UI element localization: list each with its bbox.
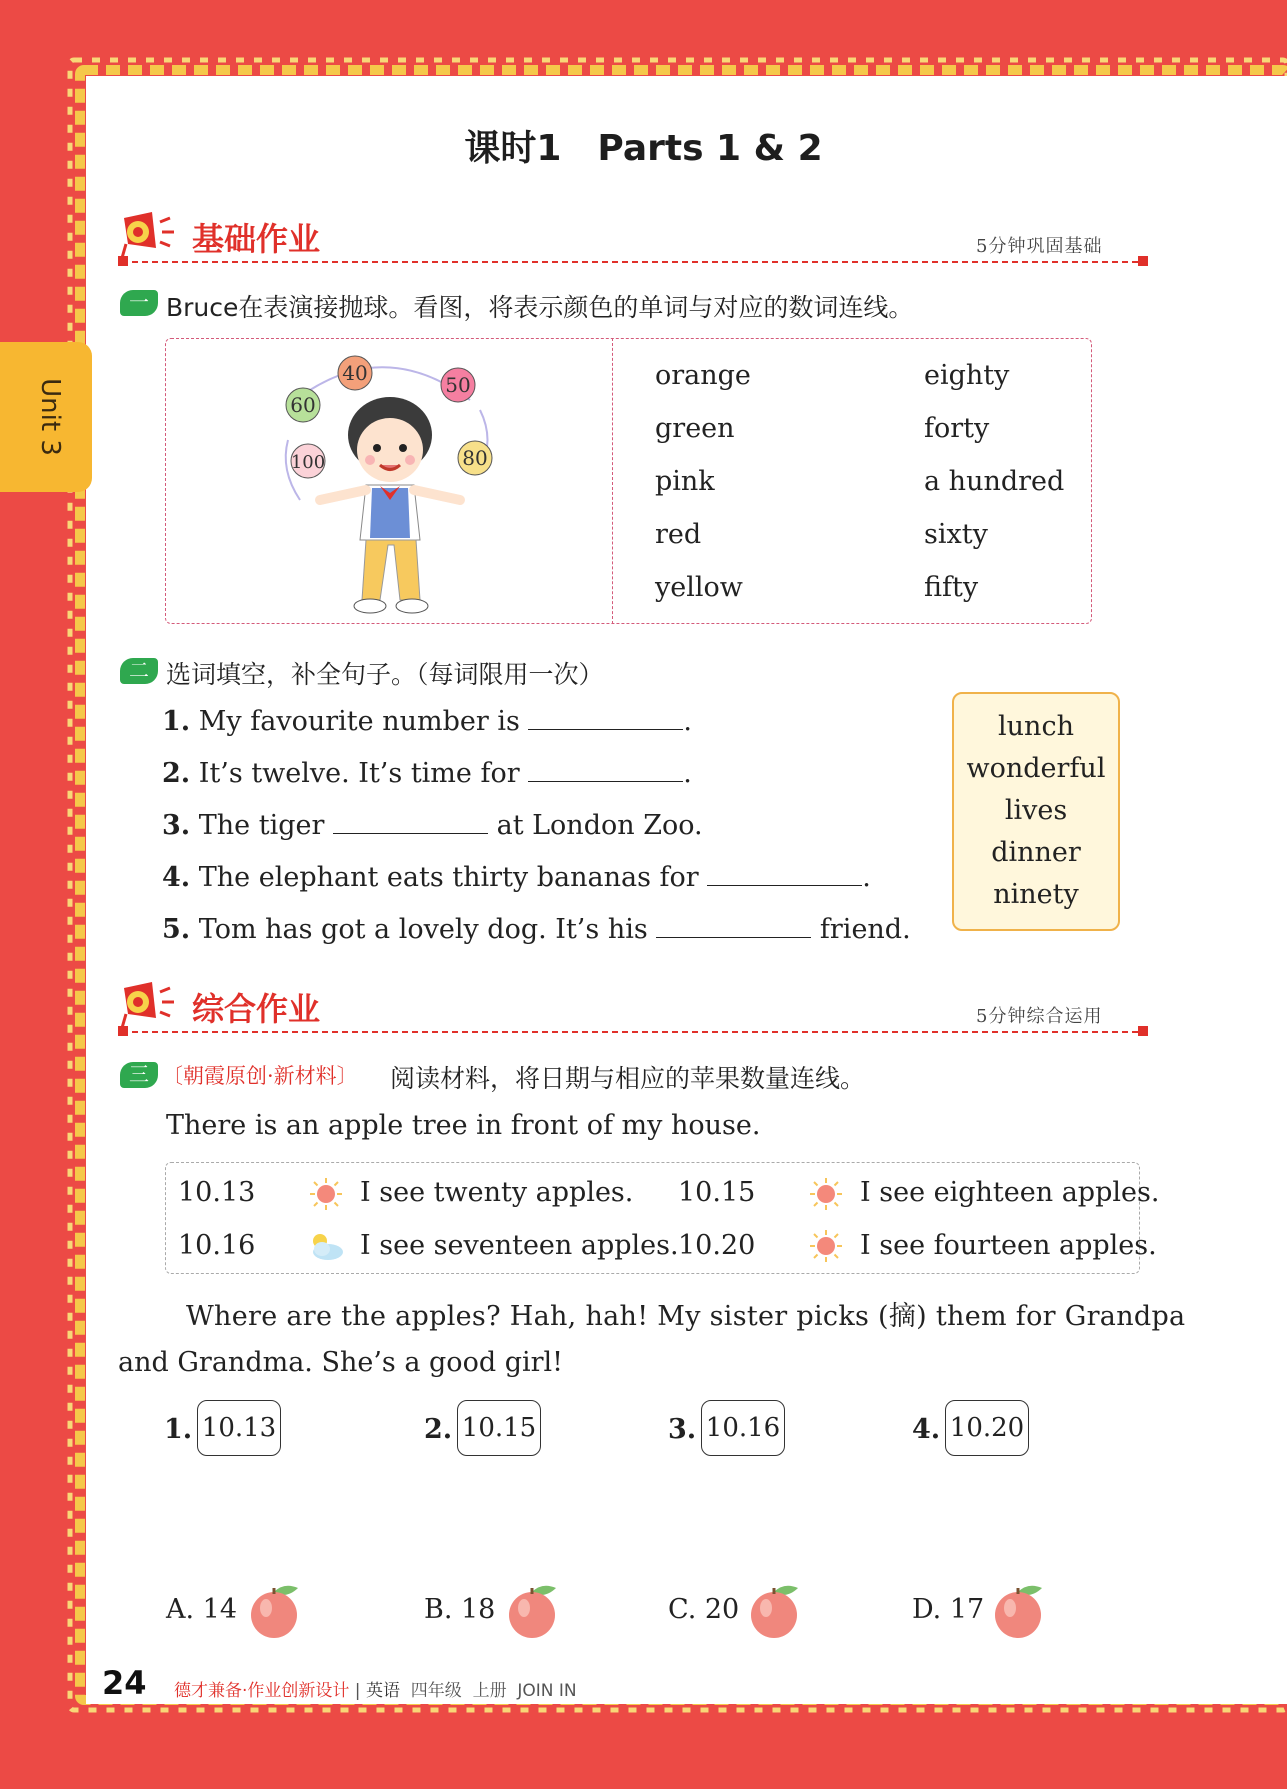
- diary-date: 10.13: [178, 1177, 256, 1208]
- word-bank: [952, 692, 1120, 931]
- answer-blank[interactable]: [528, 759, 683, 782]
- ball-label: 100: [290, 452, 326, 473]
- number-word: eighty: [924, 360, 1010, 391]
- diary-text: I see eighteen apples.: [860, 1177, 1160, 1208]
- color-word: green: [655, 413, 735, 444]
- question-3-source: 〔朝霞原创·新材料〕: [162, 1064, 358, 1088]
- apple-icon: [244, 1580, 306, 1640]
- ball-label: 50: [445, 373, 471, 397]
- section-note-comprehensive: 5分钟综合运用: [976, 1006, 1103, 1027]
- color-word: orange: [655, 360, 751, 391]
- date-box[interactable]: 10.20: [945, 1400, 1029, 1456]
- apple-icon: [502, 1580, 564, 1640]
- number-word: forty: [924, 413, 990, 444]
- answer-option[interactable]: D. 17: [912, 1594, 985, 1625]
- word-bank-item: wonderful: [966, 753, 1106, 784]
- diary-date: 10.20: [678, 1230, 756, 1261]
- passage-intro: There is an apple tree in front of my house.: [166, 1110, 761, 1141]
- answer-option[interactable]: A. 14: [166, 1594, 238, 1625]
- ball-label: 60: [290, 393, 316, 417]
- question-2-instruction: 选词填空，补全句子。（每词限用一次）: [166, 660, 604, 689]
- question-badge-2: 二: [120, 658, 158, 684]
- section-note-basic: 5分钟巩固基础: [976, 236, 1103, 257]
- sun-icon: [308, 1176, 344, 1212]
- answer-blank[interactable]: [707, 863, 862, 886]
- word-bank-item: ninety: [993, 879, 1079, 910]
- date-box[interactable]: 10.16: [701, 1400, 785, 1456]
- section-divider: [122, 261, 1148, 263]
- answer-blank[interactable]: [656, 915, 811, 938]
- divider-end: [1138, 1026, 1148, 1036]
- section-heading-basic: 基础作业: [192, 220, 321, 258]
- fill-sentence-1: 1. My favourite number is .: [162, 706, 693, 737]
- megaphone-icon: [116, 208, 178, 260]
- question-badge-3: 三: [120, 1062, 158, 1088]
- fill-sentence-4: 4. The elephant eats thirty bananas for .: [162, 862, 871, 893]
- diary-date: 10.16: [178, 1230, 256, 1261]
- color-word: pink: [655, 466, 715, 497]
- divider-end: [118, 1026, 128, 1036]
- page-number: 24: [102, 1664, 147, 1702]
- section-heading-comprehensive: 综合作业: [192, 990, 321, 1028]
- sun-icon: [808, 1228, 844, 1264]
- fill-sentence-3: 3. The tiger at London Zoo.: [162, 810, 703, 841]
- fill-sentence-5: 5. Tom has got a lovely dog. It’s his friend.: [162, 914, 911, 945]
- answer-blank[interactable]: [333, 811, 488, 834]
- megaphone-icon: [116, 978, 178, 1030]
- answer-blank[interactable]: [528, 707, 683, 730]
- color-word: red: [655, 519, 702, 550]
- ball-label: 80: [462, 446, 488, 470]
- date-box[interactable]: 10.15: [457, 1400, 541, 1456]
- page-title: 课时1 Parts 1 & 2: [464, 128, 823, 169]
- match-number: 4.: [912, 1414, 941, 1445]
- unit-tab: Unit 3: [0, 342, 92, 492]
- question-badge-1: 一: [120, 290, 158, 316]
- date-box[interactable]: 10.13: [197, 1400, 281, 1456]
- question-1-instruction: Bruce在表演接抛球。看图，将表示颜色的单词与对应的数词连线。: [166, 293, 914, 322]
- number-word: fifty: [924, 572, 979, 603]
- box-divider: [612, 338, 613, 624]
- juggling-boy-illustration: [270, 350, 510, 618]
- passage-line-2: and Grandma. She’s a good girl!: [118, 1347, 563, 1378]
- color-word: yellow: [655, 572, 743, 603]
- word-bank-item: lives: [1004, 795, 1068, 826]
- answer-option[interactable]: B. 18: [424, 1594, 496, 1625]
- question-3-instruction: 阅读材料，将日期与相应的苹果数量连线。: [390, 1064, 866, 1093]
- match-number: 2.: [424, 1414, 453, 1445]
- passage-line-1: Where are the apples? Hah, hah! My sister picks (摘) them for Grandpa: [186, 1301, 1186, 1332]
- divider-end: [118, 256, 128, 266]
- section-divider: [122, 1031, 1148, 1033]
- number-word: a hundred: [924, 466, 1065, 497]
- footer-text: 德才兼备·作业创新设计 | 英语 四年级 上册 JOIN IN: [174, 1681, 577, 1701]
- match-number: 1.: [164, 1414, 193, 1445]
- word-bank-item: lunch: [998, 711, 1074, 742]
- apple-icon: [988, 1580, 1050, 1640]
- sun-icon: [808, 1176, 844, 1212]
- word-bank-item: dinner: [991, 837, 1081, 868]
- diary-date: 10.15: [678, 1177, 756, 1208]
- fill-sentence-2: 2. It’s twelve. It’s time for .: [162, 758, 692, 789]
- apple-icon: [744, 1580, 806, 1640]
- divider-end: [1138, 256, 1148, 266]
- diary-text: I see seventeen apples.: [360, 1230, 679, 1261]
- ball-label: 40: [342, 361, 368, 385]
- diary-text: I see fourteen apples.: [860, 1230, 1157, 1261]
- number-word: sixty: [924, 519, 988, 550]
- cloud-icon: [306, 1228, 346, 1264]
- match-number: 3.: [668, 1414, 697, 1445]
- diary-text: I see twenty apples.: [360, 1177, 634, 1208]
- answer-option[interactable]: C. 20: [668, 1594, 740, 1625]
